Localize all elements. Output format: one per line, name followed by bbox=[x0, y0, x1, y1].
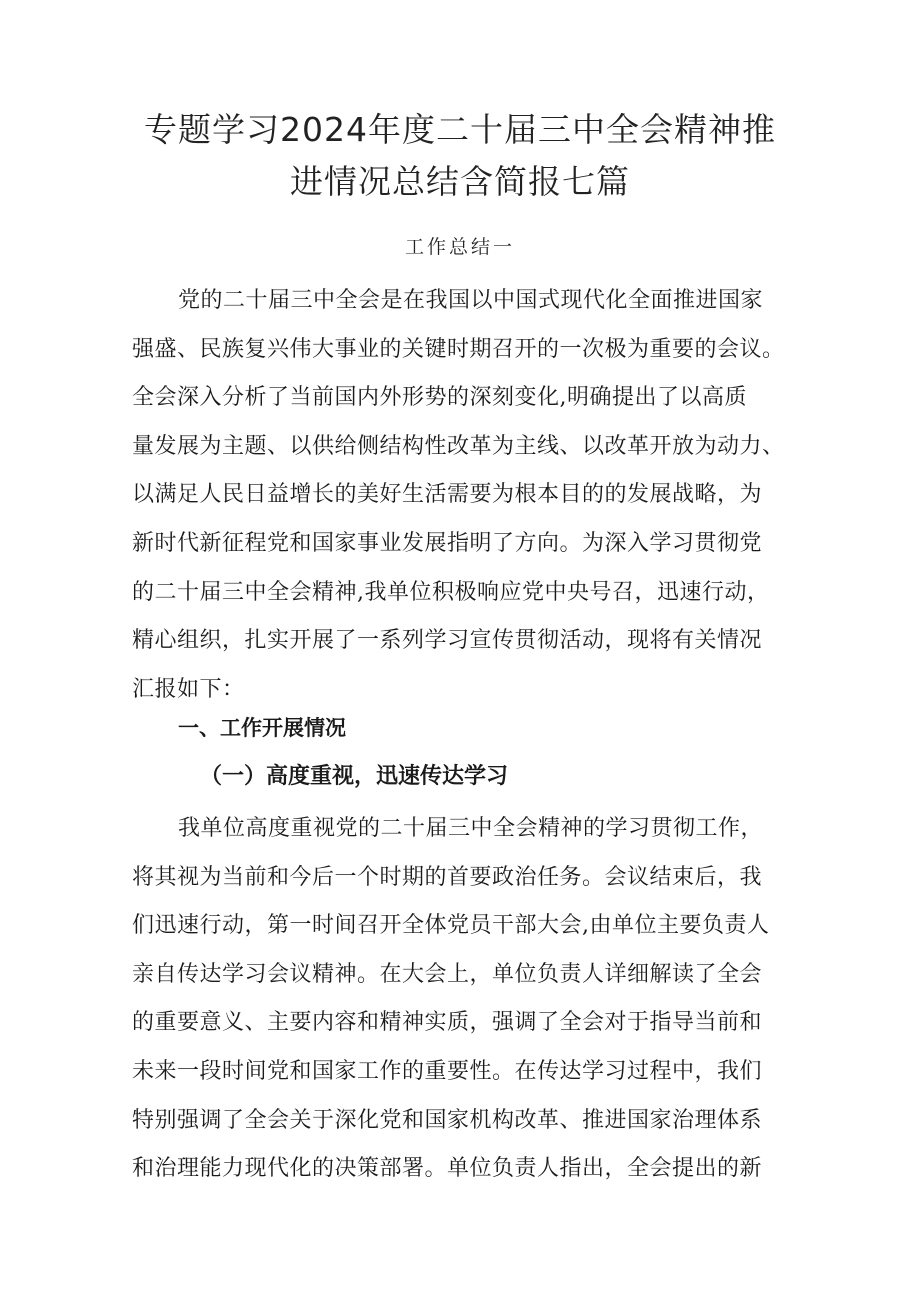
subsection-heading: （一）高度重视，迅速传达学习 bbox=[200, 763, 509, 789]
document-title bbox=[120, 104, 800, 208]
body-paragraph-2: 我单位高度重视党的二十届三中全会精神的学习贯彻工作， 将其视为当前和今后一个时期的首要政治任务。会议结束后，我 们迅速行动，第一时间召开全体党员干部大会,由单位主要负责人 亲自传达学习会议精神。在大会上，单位负责人详细解读了全会 的重要意义、主要内容和精神实质，强调了全会对于指导当前和 未来一段时间党和国家工作的重要性。在传达学习过程中，我们 特别强调了全会关于深化党和国家机构改革、推进国家治理体系 和治理能力现代化的决策部署。单位负责人指出，全会提出的新 bbox=[132, 816, 770, 1182]
body-paragraph-1: 党的二十届三中全会是在我国以中国式现代化全面推进国家 强盛、民族复兴伟大事业的关键时期召开的一次极为重要的会议。 全会深入分析了当前国内外形势的深刻变化,明确提出了以高质 量发展为主题、以供给侧结构性改革为主线、以改革开放为动力、 以满足人民日益增长的美好生活需要为根本目的的发展战略，为 新时代新征程党和国家事业发展指明了方向。为深入学习贯彻党 的二十届三中全会精神,我单位积极响应党中央号召，迅速行动， 精心组织，扎实开展了一系列学习宣传贯彻活动，现将有关情况 汇报如下： bbox=[132, 288, 785, 702]
title-line-2: 进情况总结含简报七篇 bbox=[290, 162, 630, 201]
document-subtitle: 工作总结一 bbox=[404, 236, 515, 258]
section-heading: 一、工作开展情况 bbox=[178, 716, 346, 740]
title-line-1: 专题学习2024年度二十届三中全会精神推 bbox=[144, 110, 776, 149]
